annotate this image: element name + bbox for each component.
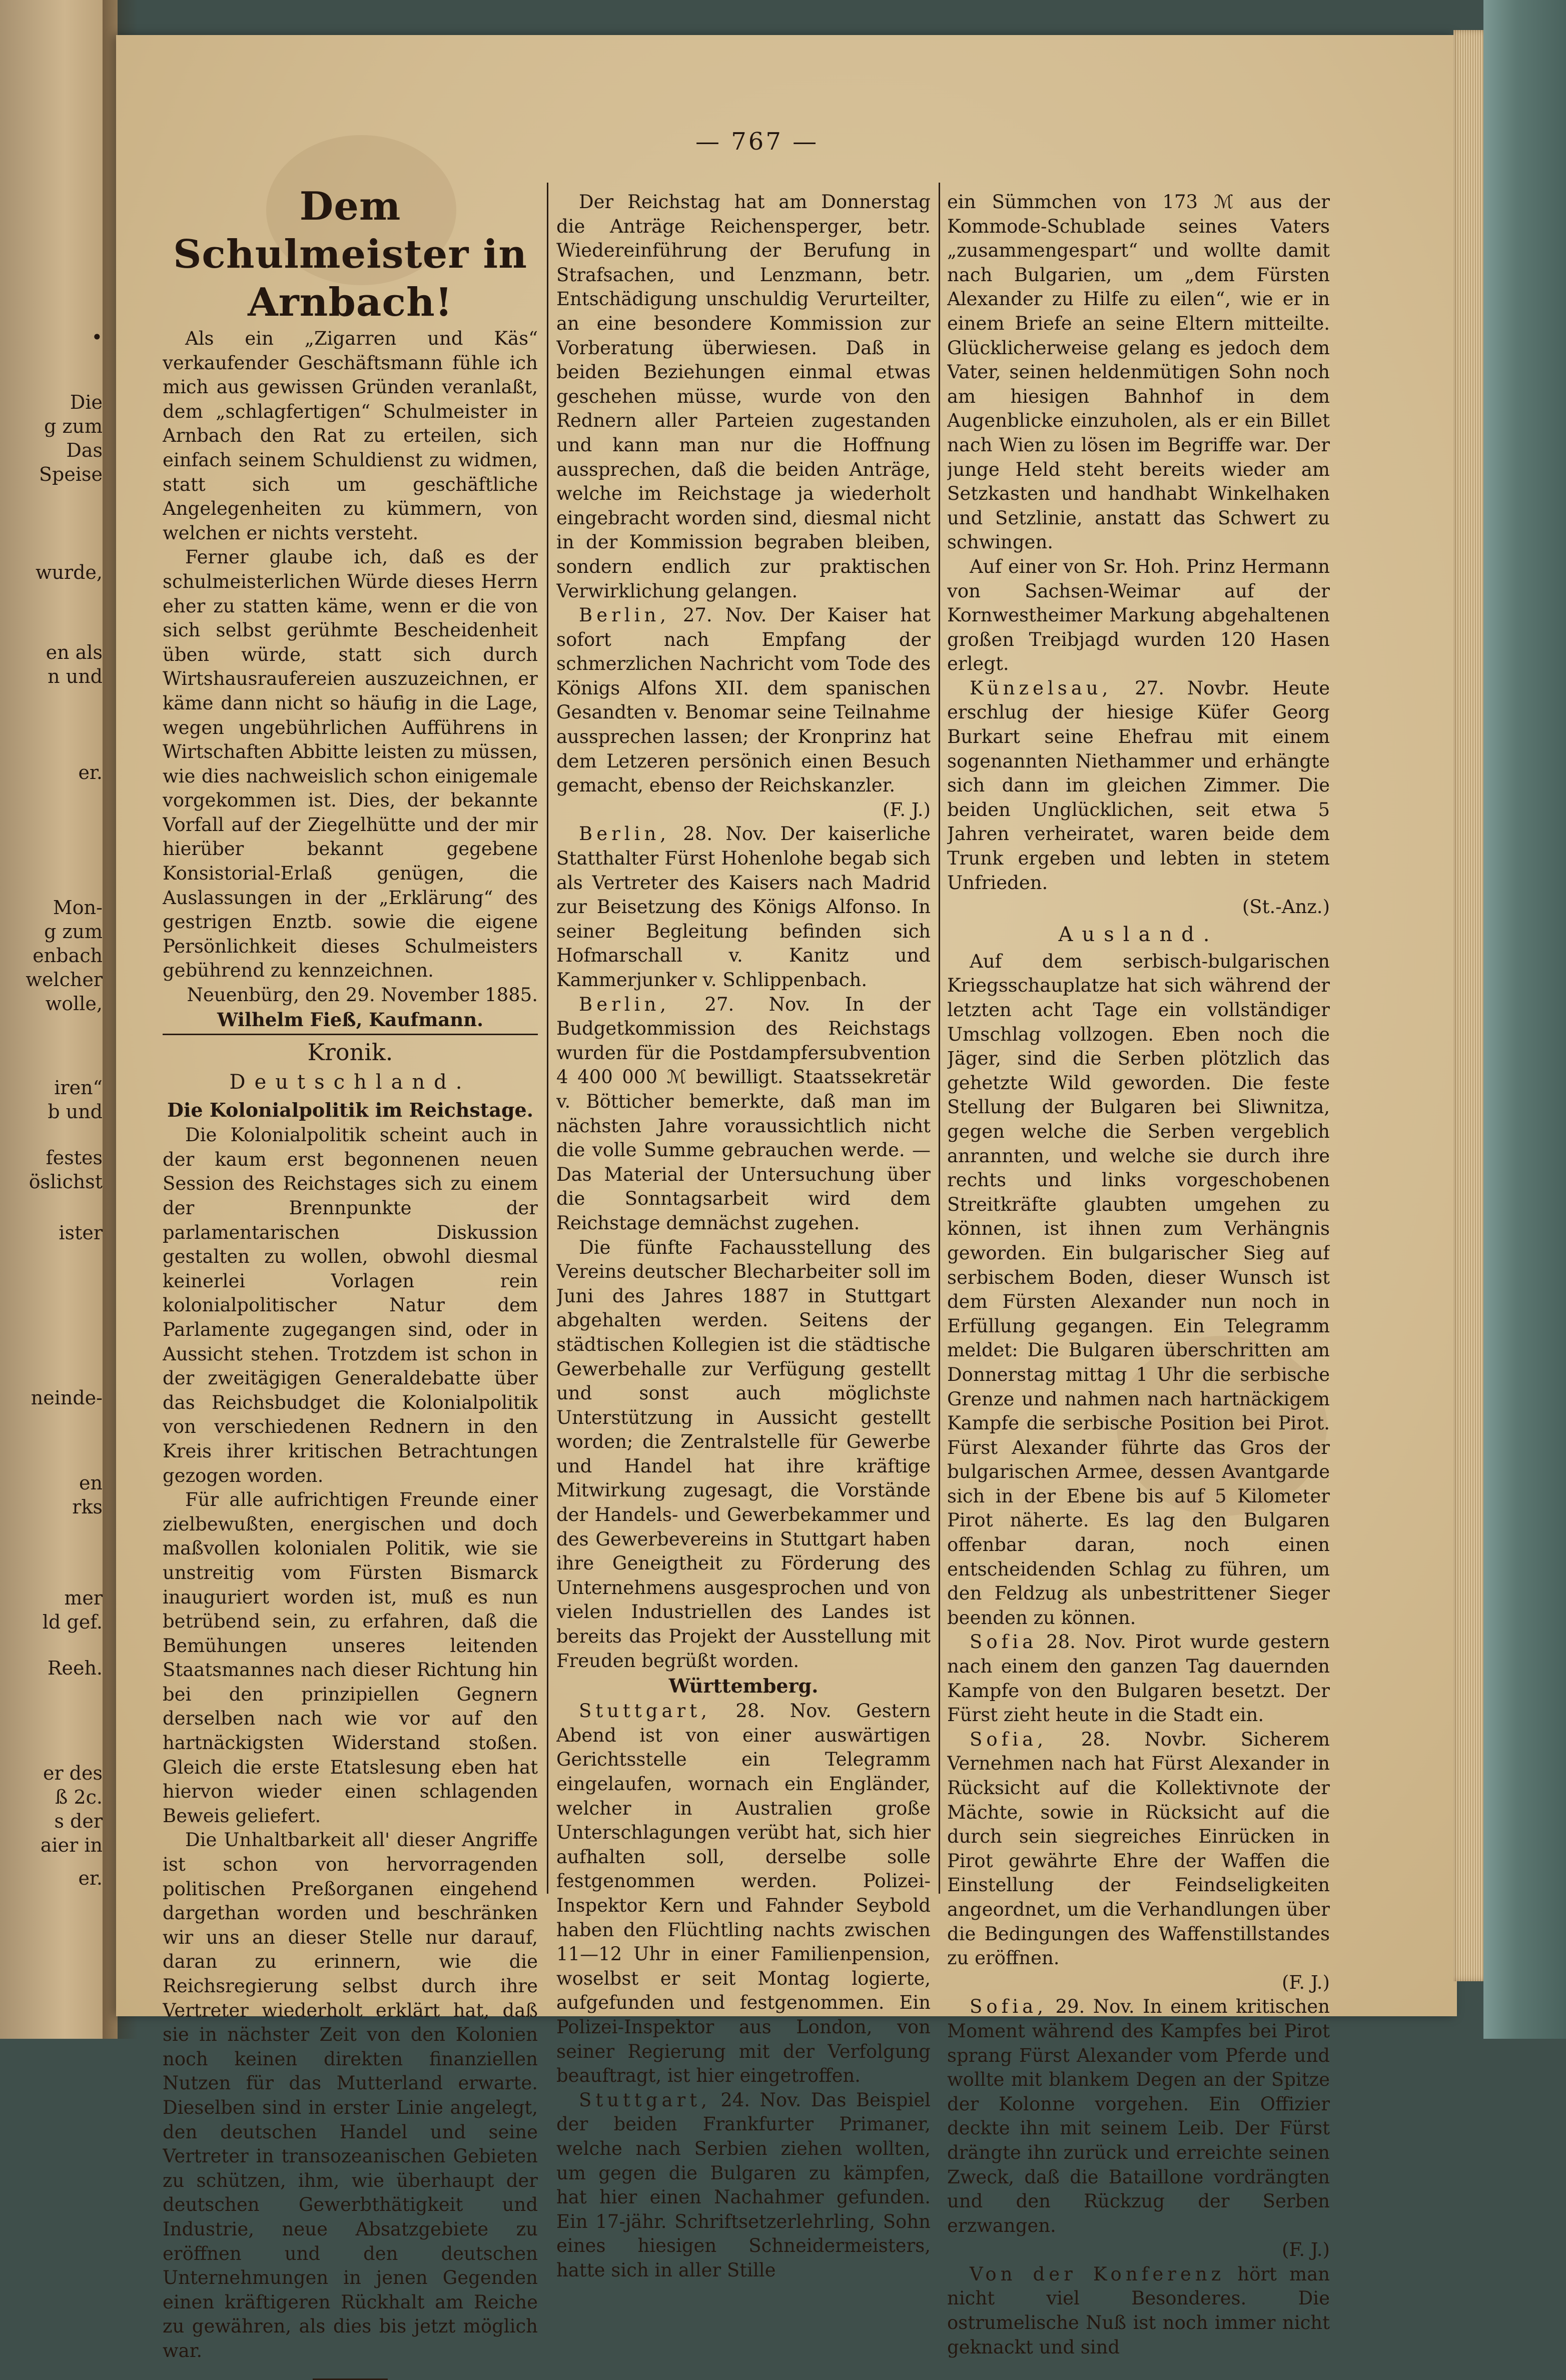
fragment-line: wurde, — [35, 561, 103, 583]
left-page-text-fragment — [0, 1656, 118, 1680]
fragment-line: neinde- — [31, 1387, 103, 1409]
paragraph-text: 28. Nov. Pirot wurde gestern nach einem den ganzen Tag dauernden Kampfe von den Bulgaren besetzt. Der Fürst zieht heute in die Stadt ein. — [947, 1631, 1330, 1726]
section-title: Kronik. — [307, 1039, 393, 1066]
paragraph: Die fünfte Fachausstellung des Vereins deutscher Blecharbeiter soll im Juni des Jahres 1887 in Stuttgart abgehalten werden. Seitens der städtischen Kollegien ist die städtische Gewerbehalle zur Verfügung gestellt und sonst auch möglichste Unterstützung in Aussicht gestellt worden; die Zentralstelle für Gewerbe und Handel hat ihre kräftige Mitwirkung zugesagt, die Vorstände der Handels- und Gewerbekammer und des Gewerbevereins in Stuttgart haben ihre Geneigtheit zu Förderung des Unternehmens ausgesprochen und von vielen Industriellen des Landes ist bereits das Projekt der Ausstellung mit Freuden begrüßt worden. — [556, 1236, 931, 1672]
fragment-line: g zum — [44, 921, 103, 943]
end-rule — [313, 2378, 388, 2380]
left-page-text-fragment — [0, 1866, 118, 1890]
signature-name: Wilhelm Fieß, Kaufmann. — [217, 1008, 484, 1031]
dateline-place: Von der Konferenz — [970, 2263, 1225, 2285]
left-page-text-fragment — [0, 760, 118, 784]
column-3 — [947, 190, 1330, 2359]
left-page-fragment — [0, 0, 118, 2039]
paragraph — [947, 1728, 1330, 1971]
fragment-line: ister — [59, 1222, 103, 1244]
fragment-line: Die — [70, 391, 103, 413]
paragraph-text: 27. Novbr. Heute erschlug der hiesige Küfer Georg Burkart seine Ehefrau mit einem sogenannten Niethammer und erhängte sich dann im gleichen Zimmer. Die beiden Unglücklichen, seit etwa 5 Jahren verheiratet, waren beide dem Trunk ergeben und lebten in stetem Unfrieden. — [947, 677, 1330, 894]
paragraph — [556, 2088, 931, 2283]
dateline-place: Sofia, — [970, 1996, 1047, 2018]
fragment-line: rks — [72, 1496, 103, 1518]
fragment-line: ß 2c. — [55, 1786, 103, 1808]
fragment-line: er. — [78, 761, 103, 783]
paragraph: ein Sümmchen von 173 ℳ aus der Kommode-Schublade seines Vaters „zusammengespart“ und wollte damit nach Bulgarien, um „dem Fürsten Alexander zu Hilfe zu eilen“, wie er in einem Briefe an seine Eltern mitteilte. Glücklicherweise gelang es jedoch dem Vater, seinen heldenmütigen Sohn noch am hiesigen Bahnhof in dem Augenblicke einzuholen, als er ein Billet nach Wien zu lösen im Begriffe war. Der junge Held steht bereits wieder am Setzkasten und handhabt Winkelhaken und Setzlinie, anstatt das Schwert zu schwingen. — [947, 191, 1330, 553]
left-page-text-fragment — [0, 1471, 118, 1519]
paragraph-text: 27. Nov. In der Budgetkommission des Reichstags wurden für die Postdampfersubvention 4 400 000 ℳ bewilligt. Staatssekretär v. Bötticher bemerkte, daß man im nächsten Jahre voraussichtlich nicht die volle Summe gebrauchen werde. — Das Material der Untersuchung über die Sonntagsarbeit wird dem Reichstage demnächst zugehen. — [556, 993, 931, 1234]
paragraph: Die Unhaltbarkeit all' dieser Angriffe ist schon von hervorragenden politischen Preßorganen eingehend dargethan worden und beschränken wir uns an dieser Stelle nur darauf, daran zu erinnern, wie die Reichsregierung selbst durch ihre Vertreter wiederholt erklärt hat, daß sie in nächster Zeit von den Kolonien noch keinen direkten finanziellen Nutzen für das Mutterland erwarte. Dieselben sind in erster Linie angelegt, den deutschen Handel und seine Vertreter in transozeanischen Gebieten zu schützen, ihm, wie überhaupt der deutschen Gewerbthätigkeit und Industrie, neue Absatzgebiete zu eröffnen und den deutschen Unternehmungen in jenen Gegenden einen kräftigeren Rückhalt am Reiche zu gewähren, als dies bis jetzt möglich war. — [163, 1829, 538, 2361]
page-number: — 767 — — [695, 128, 819, 156]
fragment-line: Reeh. — [47, 1657, 103, 1679]
fragment-line: welcher — [26, 969, 103, 991]
paragraph — [947, 2262, 1330, 2359]
column-1 — [163, 183, 538, 2380]
paragraph: Die Kolonialpolitik scheint auch in der kaum erst begonnenen neuen Session des Reichstages sich zu einem der Brennpunkte der parlamentarischen Diskussion gestalten zu wollen, obwohl diesmal keinerlei Vorlagen rein kolonialpolitischer Natur dem Parlamente zugegangen sind, oder in Aussicht stehen. Trotzdem ist schon in der zweitägigen Generaldebatte über das Reichsbudget die Kolonialpolitik von verschiedenen Rednern in den Kreis ihrer kritischen Betrachtungen gezogen worden. — [163, 1124, 538, 1486]
paragraph: Der Reichstag hat am Donnerstag die Anträge Reichensperger, betr. Wiedereinführung der Berufung in Strafsachen, und Lenzmann, betr. Entschädigung unschuldig Verurteilter, an eine besondere Kommission zur Vorberatung überwiesen. Daß in beiden Beziehungen einmal etwas geschehen müsse, wurde von den Rednern aller Parteien zugestanden und kann man nur die Hoffnung aussprechen, daß die beiden Anträge, welche im Reichstage ja wiederholt eingebracht worden sind, diesmal nicht in der Kommission begraben bleiben, sondern endlich zur praktischen Verwirklichung gelangen. — [556, 191, 931, 602]
fragment-line: er. — [78, 1867, 103, 1889]
fragment-line: Das — [66, 439, 103, 461]
paragraph-text: 29. Nov. In einem kritischen Moment während des Kampfes bei Pirot sprang Fürst Alexander vom Pferde und wollte mit blankem Degen an der Spitze der Kolonne vorgehen. Ein Offizier deckte ihn mit seinem Leib. Der Fürst drängte ihn zurück und erreichte seinen Zweck, daß die Bataillone vordrängten und den Rückzug der Serben erzwangen. — [947, 1996, 1330, 2236]
source-tag: (St.-Anz.) — [1242, 896, 1330, 918]
source-tag: (F. J.) — [882, 799, 931, 821]
fragment-line: s der — [54, 1810, 103, 1832]
region-subhead: Württemberg. — [668, 1675, 819, 1698]
dateline-place: Künzelsau, — [970, 677, 1112, 699]
left-page-text-fragment — [0, 1586, 118, 1634]
left-page-text-fragment — [0, 325, 118, 349]
fragment-line: mer — [64, 1587, 103, 1609]
fragment-line: iren“ — [54, 1077, 103, 1099]
dateline-place: Berlin, — [579, 604, 670, 626]
fragment-line: b und — [48, 1101, 103, 1123]
section-divider — [163, 1034, 538, 1035]
left-page-text-fragment — [0, 896, 118, 1016]
fragment-line: öslichst — [29, 1171, 103, 1193]
source-tag: (F. J.) — [1281, 2239, 1330, 2261]
paragraph — [556, 603, 931, 798]
column-rule-2 — [939, 183, 940, 1894]
paragraph — [556, 993, 931, 1236]
left-page-text-fragment — [0, 1761, 118, 1857]
left-page-text-fragment — [0, 1146, 118, 1194]
book-cover-edge — [1483, 0, 1566, 2039]
paragraph: Für alle aufrichtigen Freunde einer zielbewußten, energischen und doch maßvollen kolonialen Politik, wie sie unstreitig vom Fürsten Bismarck inauguriert worden ist, muß es nun betrübend sein, zu erfahren, daß die Bemühungen unseres leitenden Staatsmannes nach dieser Richtung hin bei den prinzipiellen Gegnern derselben nach wie vor auf den hartnäckigsten Widerstand stoßen. Gleich die erste Etatslesung eben hat hiervon wieder einen schlagenden Beweis geliefert. — [163, 1489, 538, 1827]
dateline-place: Stuttgart, — [579, 2089, 711, 2111]
left-page-text-fragment — [0, 1386, 118, 1410]
left-page-text-fragment — [0, 390, 118, 486]
fragment-line: n und — [48, 665, 103, 687]
paragraph-text: hört man nicht viel Besonderes. Die ostrumelische Nuß ist noch immer nicht geknackt und sind — [947, 2263, 1330, 2358]
paragraph-text: 24. Nov. Das Beispiel der beiden Frankfurter Primaner, welche nach Serbien ziehen wollten, um gegen die Bulgaren zu kämpfen, hat hier einen Nachahmer gefunden. Ein 17-jähr. Schriftsetzerlehrling, Sohn eines hiesigen Schneidermeisters, hatte sich in aller Stille — [556, 2089, 931, 2281]
fragment-line: enbach — [33, 945, 103, 967]
fragment-line: aier in — [40, 1834, 103, 1856]
paragraph-text: 28. Novbr. Sicherem Vernehmen nach hat Fürst Alexander in Rücksicht auf die Kollektivnote der Mächte, sowie in Rücksicht auf die durch sein siegreiches Einrücken in Pirot gewährte Ehre der Waffen die Einstellung der Feindseligkeiten angeordnet, um die Verhandlungen über die Bedingungen des Waffenstillstandes zu eröffnen. — [947, 1728, 1330, 1969]
fragment-line: en als — [46, 641, 103, 663]
country-heading: Deutschland. — [229, 1071, 471, 1094]
column-2 — [556, 190, 931, 2282]
dateline-place: Berlin, — [579, 993, 670, 1015]
paragraph — [947, 1630, 1330, 1727]
paragraph — [556, 1699, 931, 2088]
paragraph-text: 27. Nov. Der Kaiser hat sofort nach Empfang der schmerzlichen Nachricht vom Tode des Königs Alfons XII. dem spanischen Gesandten v. Benomar seine Teilnahme aussprechen lassen; der Kronprinz hat dem Letzeren persönich einen Besuch gemacht, ebenso der Reichskanzler. — [556, 604, 931, 797]
left-page-text-fragment — [0, 1221, 118, 1245]
fragment-line: er des — [43, 1762, 103, 1784]
fragment-line: g zum — [44, 415, 103, 437]
signature-date: Neuenbürg, den 29. November 1885. — [187, 984, 538, 1006]
source-tag: (F. J.) — [1281, 1971, 1330, 1993]
paragraph: Als ein „Zigarren und Käs“ verkaufender Geschäftsmann fühle ich mich aus gewissen Gründen veranlaßt, dem „schlagfertigen“ Schulmeister in Arnbach den Rat zu erteilen, sich einfach seinem Schuldienst zu widmen, statt sich um geschäftliche Angelegenheiten zu kümmern, von welchen er nichts versteht. — [163, 328, 538, 544]
left-page-text-fragment — [0, 640, 118, 688]
fragment-line: Mon- — [53, 897, 103, 919]
article-subhead: Die Kolonialpolitik im Reichstage. — [167, 1099, 533, 1122]
country-heading: Ausland. — [1058, 923, 1219, 946]
fragment-line: Speise — [39, 463, 103, 485]
fragment-line: en — [79, 1472, 103, 1494]
paragraph: Ferner glaube ich, daß es der schulmeisterlichen Würde dieses Herrn eher zu statten käme, wenn er die von sich selbst gerühmte Bescheidenheit üben würde, statt sich durch Wirtshausraufereien auszuzeichnen, er käme dann nicht so häufig in die Lage, wegen ungebührlichen Aufführens in Wirtschaften Abbitte leisten zu müssen, wie dies nachweislich schon einigemale vorgekommen ist. Dies, der bekannte Vorfall auf der Ziegelhütte und der mir hierüber bekannt gegebene Konsistorial-Erlaß genügen, die Auslassungen in der „Erklärung“ des gestrigen Enztb. sowie die eigene Persönlichkeit dieses Schulmeisters gebührend zu kennzeichnen. — [163, 546, 538, 982]
paragraph: Auf dem serbisch-bulgarischen Kriegsschauplatze hat sich während der letzten acht Tage ein vollständiger Umschlag vollzogen. Eben noch die Jäger, sind die Serben plötzlich das gehetzte Wild geworden. Die feste Stellung der Bulgaren bei Sliwnitza, gegen welche die Serben vergeblich anrannten, und welche sie durch ihre rechts und links vorgeschobenen Streitkräfte glaubten umgehen zu können, ist ihnen zum Verhängnis geworden. Ein bulgarischer Sieg auf serbischem Boden, dieser Wunsch ist dem Fürsten Alexander nun noch in Erfüllung gegangen. Ein Telegramm meldet: Die Bulgaren überschritten am Donnerstag mittag 1 Uhr die serbische Grenze und nahmen nach hartnäckigem Kampfe die serbische Position bei Pirot. Fürst Alexander führte das Gros der bulgarischen Armee, dessen Avantgarde sich in der Ebene bis auf 5 Kilometer Pirot näherte. Es lag den Bulgaren offenbar daran, noch einen entscheidenden Schlag zu führen, um den Feldzug als unbestrittener Sieger beenden zu können. — [947, 950, 1330, 1629]
paragraph-text: 28. Nov. Gestern Abend ist von einer auswärtigen Gerichtsstelle ein Telegramm eingelaufen, wornach ein Engländer, welcher in Australien große Unterschlagungen verübt hat, sich hier aufhalten soll, derselbe solle festgenommen werden. Polizei-Inspektor Kern und Fahnder Seybold haben den Flüchtling nachts zwischen 11—12 Uhr in einer Familienpension, woselbst er seit Montag logierte, aufgefunden und festgenommen. Ein Polizei-Inspektor aus London, von seiner Regierung mit der Verfolgung beauftragt, ist hier eingetroffen. — [556, 1700, 931, 2087]
fragment-line: ld gef. — [42, 1611, 103, 1633]
dateline-place: Sofia — [970, 1631, 1038, 1653]
paragraph — [556, 822, 931, 992]
fragment-line: festes — [46, 1147, 103, 1169]
paragraph: Auf einer von Sr. Hoh. Prinz Hermann von Sachsen-Weimar auf der Kornwestheimer Markung abgehaltenen großen Treibjagd wurden 120 Hasen erlegt. — [947, 555, 1330, 675]
headline: Dem Schulmeister in Arnbach! — [173, 184, 527, 325]
fragment-line: wolle, — [45, 993, 103, 1015]
dateline-place: Berlin, — [579, 823, 670, 845]
left-page-text-fragment — [0, 1076, 118, 1124]
fragment-line: • — [91, 326, 103, 348]
dateline-place: Stuttgart, — [579, 1700, 711, 1722]
paragraph — [947, 676, 1330, 895]
paragraph-text: 28. Nov. Der kaiserliche Statthalter Fürst Hohenlohe begab sich als Vertreter des Kaisers nach Madrid zur Beisetzung des Königs Alfonso. In seiner Begleitung befinden sich Hofmarschall v. Kanitz und Kammerjunker v. Schlippenbach. — [556, 823, 931, 991]
column-rule-1 — [547, 183, 548, 1894]
left-page-text-fragment — [0, 560, 118, 584]
dateline-place: Sofia, — [970, 1728, 1047, 1750]
paragraph — [947, 1995, 1330, 2238]
